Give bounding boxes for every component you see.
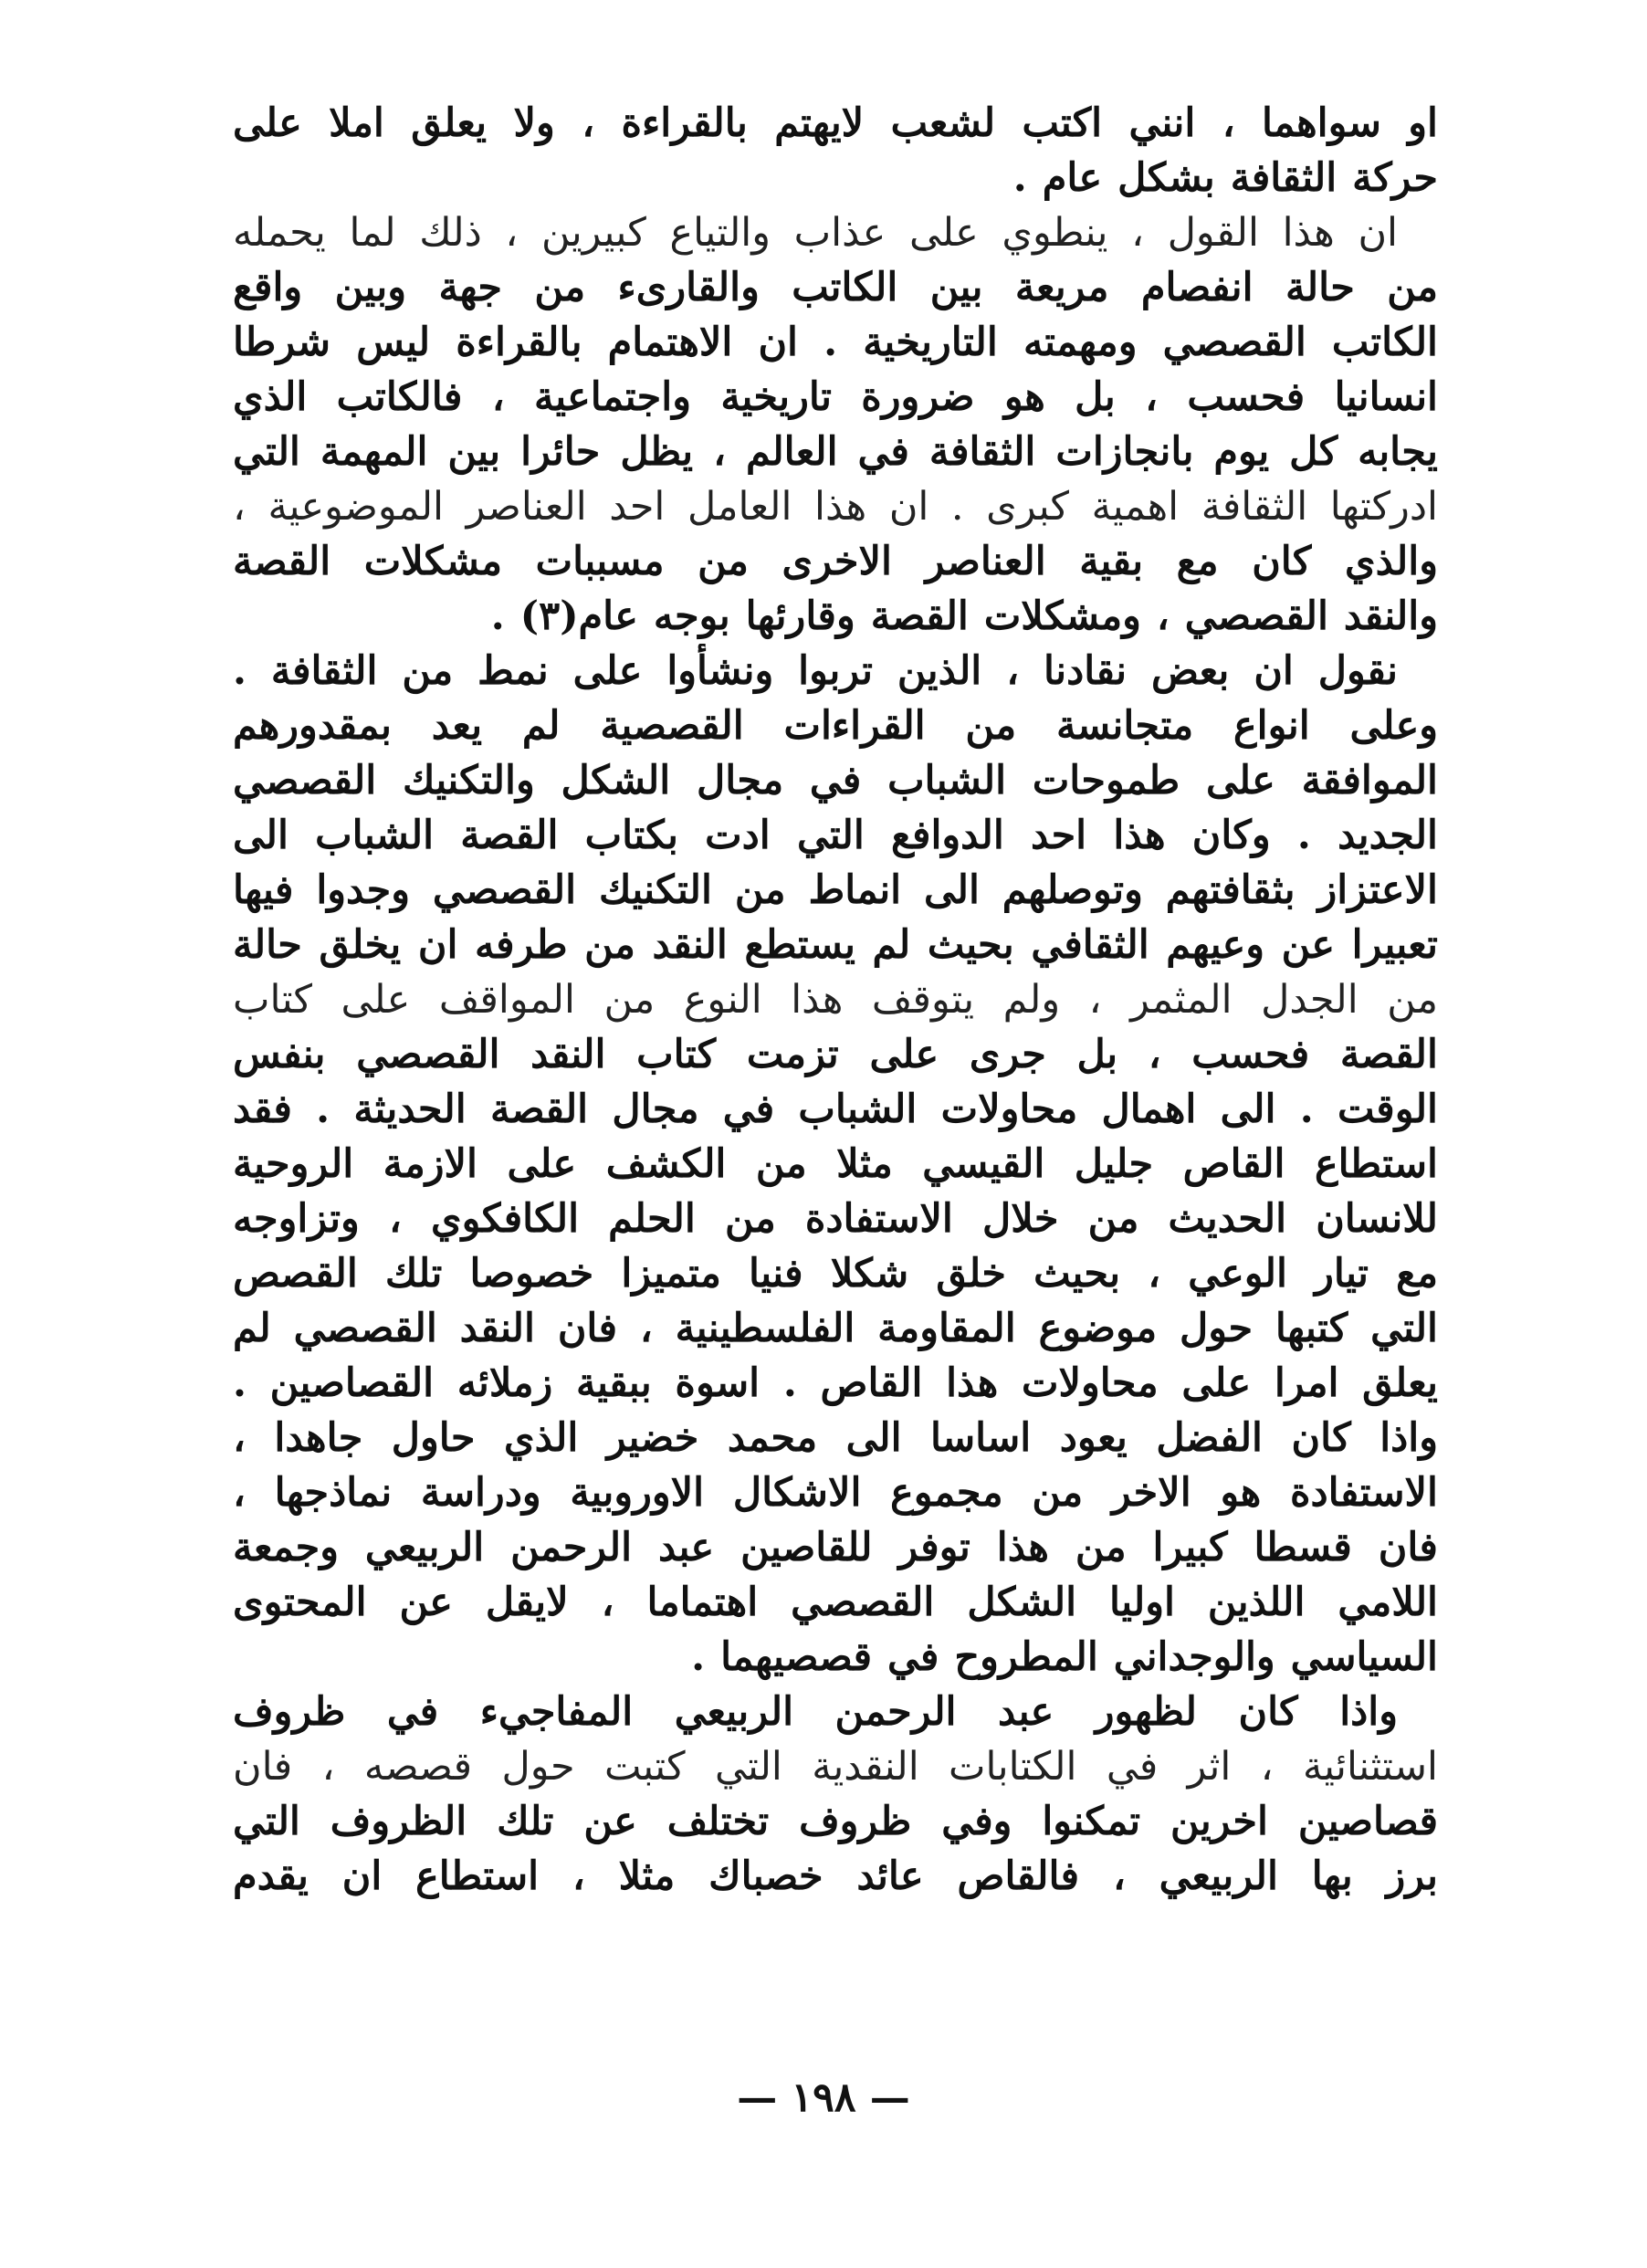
text-line: الوقت . الى اهمال محاولات الشباب في مجال القصة الحديثة . فقد <box>233 1087 1438 1132</box>
text-line: او سواهما ، انني اكتب لشعب لايهتم بالقراءة ، ولا يعلق املا على <box>233 100 1438 146</box>
text-line: الكاتب القصصي ومهمته التاريخية . ان الاهتمام بالقراءة ليس شرطا <box>233 320 1438 365</box>
text-line: الاستفادة هو الاخر من مجموع الاشكال الاوروبية ودراسة نماذجها ، <box>233 1470 1438 1516</box>
text-line: برز بها الربيعي ، فالقاص عائد خصباك مثلا ، استطاع ان يقدم <box>233 1853 1438 1899</box>
text-line: الاعتزاز بثقافتهم وتوصلهم الى انماط من التكنيك القصصي وجدوا فيها <box>233 867 1438 913</box>
text-line: مع تيار الوعي ، بحيث خلق شكلا فنيا متميزا خصوصا تلك القصص <box>233 1251 1438 1297</box>
text-line: من حالة انفصام مريعة بين الكاتب والقارىء من جهة وبين واقع <box>233 265 1438 310</box>
text-line: والذي كان مع بقية العناصر الاخرى من مسببات مشكلات القصة <box>233 539 1438 584</box>
text-line: السياسي والوجداني المطروح في قصصيهما . <box>691 1634 1438 1680</box>
text-line: يعلق امرا على محاولات هذا القاص . اسوة ببقية زملائه القصاصين . <box>233 1360 1438 1406</box>
text-line: الجديد . وكان هذا احد الدوافع التي ادت بكتاب القصة الشباب الى <box>233 813 1438 858</box>
text-line: استثنائية ، اثر في الكتابات النقدية التي كتبت حول قصصه ، فان <box>233 1744 1438 1790</box>
text-line: التي كتبها حول موضوع المقاومة الفلسطينية ، فان النقد القصصي لم <box>233 1306 1438 1351</box>
text-line: واذا كان لظهور عبد الرحمن الربيعي المفاجيء في ظروف <box>233 1689 1398 1735</box>
text-line: والنقد القصصي ، ومشكلات القصة وقارئها بوجه عام(٣) . <box>490 593 1438 639</box>
text-line: استطاع القاص جليل القيسي مثلا من الكشف على الازمة الروحية <box>233 1141 1438 1187</box>
text-line: ان هذا القول ، ينطوي على عذاب والتياع كبيرين ، ذلك لما يحمله <box>233 210 1398 256</box>
text-line: نقول ان بعض نقادنا ، الذين تربوا ونشأوا على نمط من الثقافة . <box>233 648 1398 694</box>
text-line: وعلى انواع متجانسة من القراءات القصصية لم يعد بمقدورهم <box>233 703 1438 749</box>
text-line: ادركتها الثقافة اهمية كبرى . ان هذا العامل احد العناصر الموضوعية ، <box>233 484 1438 530</box>
text-line: يجابه كل يوم بانجازات الثقافة في العالم ، يظل حائرا بين المهمة التي <box>233 429 1438 475</box>
text-line: اللامي اللذين اوليا الشكل القصصي اهتماما ، لايقل عن المحتوى <box>233 1580 1438 1625</box>
text-line: قصاصين اخرين تمكنوا وفي ظروف تختلف عن تلك الظروف التي <box>233 1799 1438 1844</box>
text-line: القصة فحسب ، بل جرى على تزمت كتاب النقد القصصي بنفس <box>233 1032 1438 1077</box>
text-line: انسانيا فحسب ، بل هو ضرورة تاريخية واجتماعية ، فالكاتب الذي <box>233 374 1438 420</box>
text-line: واذا كان الفضل يعود اساسا الى محمد خضير الذي حاول جاهدا ، <box>233 1415 1438 1461</box>
text-line: الموافقة على طموحات الشباب في مجال الشكل والتكنيك القصصي <box>233 758 1438 803</box>
page-number: — ١٩٨ — <box>737 2074 910 2121</box>
text-line: للانسان الحديث من خلال الاستفادة من الحلم الكافكوي ، وتزاوجه <box>233 1196 1438 1242</box>
text-line: من الجدل المثمر ، ولم يتوقف هذا النوع من المواقف على كتاب <box>233 977 1438 1023</box>
text-line: حركة الثقافة بشكل عام . <box>1012 155 1438 201</box>
text-line: تعبيرا عن وعيهم الثقافي بحيث لم يستطع النقد من طرفه ان يخلق حالة <box>233 922 1438 968</box>
text-line: فان قسطا كبيرا من هذا توفر للقاصين عبد الرحمن الربيعي وجمعة <box>233 1525 1438 1570</box>
body-text <box>233 96 1438 1904</box>
